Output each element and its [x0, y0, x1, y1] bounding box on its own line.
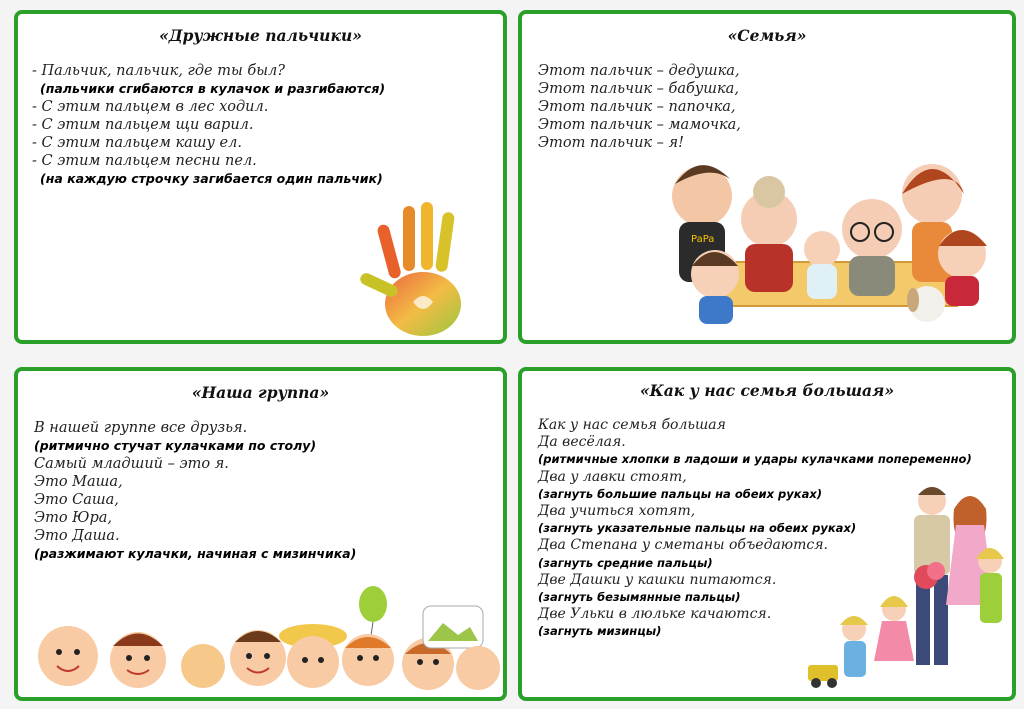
poem-line: Два у лавки стоят, — [538, 468, 687, 485]
poem-line: Два учиться хотят, — [538, 503, 696, 520]
instruction-line: (загнуть большие пальцы на обеих руках) — [538, 486, 823, 501]
card-title: «Наша группа» — [191, 383, 330, 402]
card-title: «Как у нас семья большая» — [639, 381, 895, 400]
instruction-line: (загнуть безымянные пальцы) — [538, 590, 741, 605]
poem-line: Этот пальчик – дедушка, — [538, 63, 740, 79]
poem-text — [538, 62, 741, 152]
instruction-line: (загнуть мизинцы) — [538, 624, 662, 639]
card-title: «Семья» — [727, 26, 807, 45]
instruction-line: (загнуть средние пальцы) — [538, 555, 713, 570]
poem-line: - С этим пальцем щи варил. — [32, 117, 254, 133]
poem-line: Это Юра, — [34, 510, 113, 526]
family-figures-illustration — [657, 144, 1012, 339]
poem-line: Самый младший – это я. — [34, 456, 229, 472]
card-family — [518, 10, 1016, 344]
instruction-line: (разжимают кулачки, начиная с мизинчика) — [34, 546, 357, 561]
poem-line: Этот пальчик – бабушка, — [538, 81, 739, 97]
card-big-family — [518, 367, 1016, 701]
instruction-line: (пальчики сгибаются в кулачок и разгибаются) — [40, 81, 386, 96]
card-friendly-fingers — [14, 10, 507, 344]
poem-line: Да весёлая. — [538, 434, 626, 451]
card-title: «Дружные пальчики» — [159, 26, 362, 45]
instruction-line: (ритмично стучат кулачками по столу) — [34, 438, 317, 453]
poem-line: В нашей группе все друзья. — [34, 420, 248, 436]
poem-line: - С этим пальцем кашу ел. — [32, 135, 242, 151]
poem-line: Два Степана у сметаны объедаются. — [538, 537, 828, 554]
handprint-illustration — [353, 194, 483, 344]
poem-line: Этот пальчик – я! — [538, 135, 684, 151]
poem-line: - Пальчик, пальчик, где ты был? — [32, 63, 286, 79]
poem-line: Это Маша, — [34, 474, 123, 490]
poem-text — [34, 419, 356, 563]
children-faces-illustration — [23, 586, 503, 696]
card-our-group — [14, 367, 507, 701]
poem-line: Этот пальчик – мамочка, — [538, 117, 741, 133]
poem-line: Две Ульки в люльке качаются. — [538, 606, 772, 623]
poem-line: Две Дашки у кашки питаются. — [538, 571, 777, 588]
poem-line: Этот пальчик – папочка, — [538, 99, 736, 115]
poem-line: - С этим пальцем песни пел. — [32, 153, 257, 169]
poem-line: - С этим пальцем в лес ходил. — [32, 99, 269, 115]
poem-text — [32, 62, 385, 188]
poem-line: Это Саша, — [34, 492, 119, 508]
poem-line: Как у нас семья большая — [538, 417, 726, 433]
family-group-illustration — [802, 479, 1012, 699]
shirt-label: PaPa — [691, 234, 715, 245]
instruction-line: (загнуть указательные пальцы на обеих руках) — [538, 521, 857, 536]
instruction-line: (ритмичные хлопки в ладоши и удары кулачками попеременно) — [538, 452, 972, 467]
instruction-line: (на каждую строчку загибается один пальчик) — [40, 171, 383, 186]
poem-line: Это Даша. — [34, 528, 120, 544]
